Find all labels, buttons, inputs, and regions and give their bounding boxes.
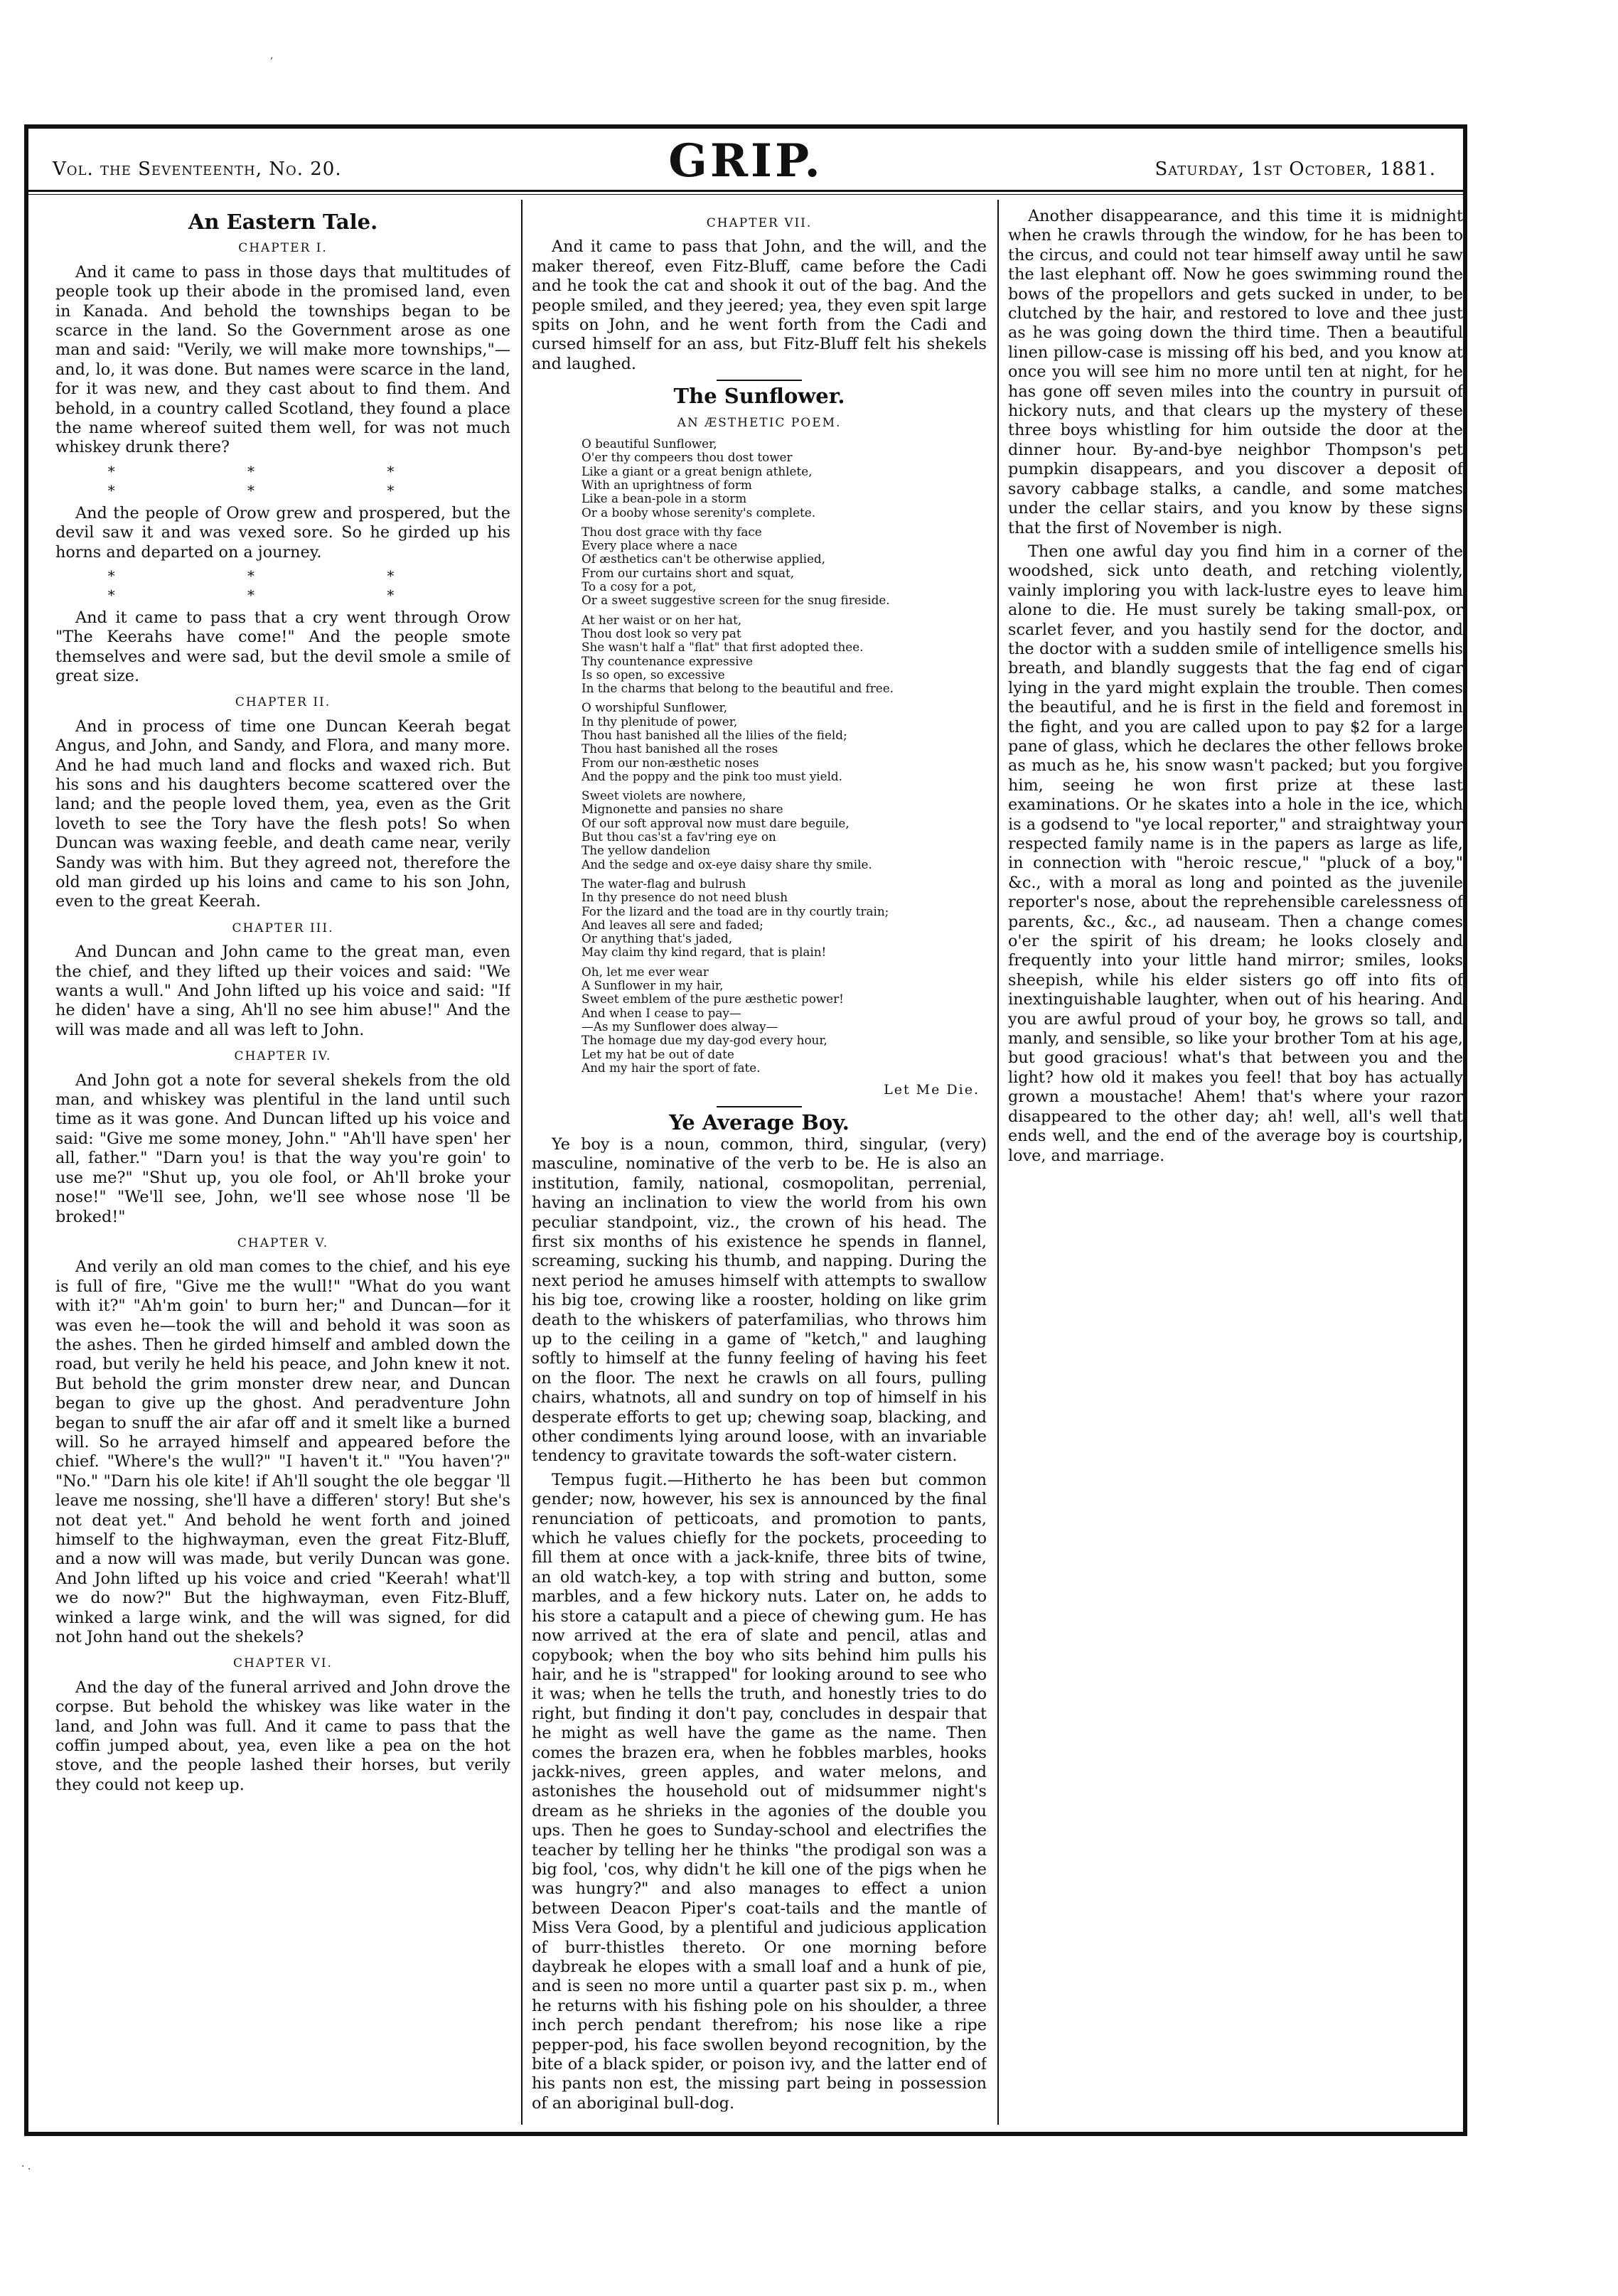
section-stars: * * * * * * (107, 462, 459, 500)
article-title-eastern-tale: An Eastern Tale. (188, 210, 378, 234)
column-2 (532, 207, 987, 2112)
paragraph: And verily an old man comes to the chief, and his eye is full of fire, "Give me the wull!" "What do you want with it?" "Ah'm goin' to burn her;" and Duncan—for it was even he—took the will and behold it was soon as the ashes. Then he girded himself and ambled down the road, but verily he held his peace, and John knew it not. But behold the grim monster drew near, and Duncan began to give up the ghost. And peradventure John began to snuff the air afar off and it smelt like a burned will. So he arrayed himself and appeared before the chief. "Where's the wull?" "I haven't it." "You haven'?" "No." "Darn his ole kite! if Ah'll sought the ole beggar 'll leave me nossing, she'll have a differen' story! But she's not deat yet." And behold he went forth and joined himself to the highwayman, even the great Fitz-Bluff, and a now will was made, but verily Duncan was gone. And John lifted up his voice and cried "Keerah! what'll we do now?" But the highwayman, even Fitz-Bluff, winked a large wink, and the will was signed, for did not John hand out the shekels? (55, 1257, 510, 1647)
masthead (28, 129, 1463, 186)
column-divider-2 (997, 200, 999, 2125)
paragraph: And the people of Orow grew and prospered, but the devil saw it and was vexed sore. So he girded up his horns and departed on a journey. (55, 503, 510, 562)
chapter-heading: CHAPTER VI. (233, 1656, 333, 1671)
chapter-heading: CHAPTER IV. (234, 1049, 332, 1064)
page-speck-bottom: · . (21, 2161, 31, 2172)
section-rule (717, 380, 802, 381)
paragraph: And John got a note for several shekels from the old man, and whiskey was plentiful in the land until such time as it was gone. And Duncan lifted up his voice and said: "Give me some money, John." "Ah'll have spen' her all, father." "Darn you! is that the way you're goin' to use me?" "Shut up, you ole fool, or Ah'll broke your nose!" "We'll see, John, we'll see whose nose 'll be broked!" (55, 1071, 510, 1226)
chapter-heading: CHAPTER III. (232, 921, 334, 935)
column-1 (55, 207, 510, 2112)
chapter-heading: CHAPTER V. (237, 1235, 329, 1250)
poem-body (532, 437, 987, 1075)
paragraph: Ye boy is a noun, common, third, singular, (very) masculine, nominative of the verb to be. He is also an institution, family, national, cosmopolitan, perrenial, having an inclination to view the world from his own peculiar standpoint, viz., the crown of his head. The first six months of his existence he spends in flannel, screaming, sucking his thumb, and napping. During the next period he amuses himself with attempts to swallow his big toe, crowing like a rooster, holding on like grim death to the whiskers of paterfamilias, who throws him up to the ceiling in a game of "ketch," and laughing softly to himself at the funny feeling of having his feet on the floor. The next he crawls on all fours, pulling chairs, whatnots, all and sundry on top of himself in his desperate efforts to get up; chewing soap, blacking, and other condiments lying around loose, with an invariable tendency to gravitate towards the soft-water cistern. (532, 1134, 987, 1466)
paragraph: And in process of time one Duncan Keerah begat Angus, and John, and Sandy, and Flora, and many more. And he had much land and flocks and waxed rich. But his sons and his daughters become scattered over the land; and the people loved them, yea, even as the Grit loveth to see the Tory have the flesh pots! So when Duncan was waxing feeble, and death came near, verily Sandy was with him. But they agreed not, therefore the old man girded up his loins and came to his son John, even to the great Keerah. (55, 717, 510, 911)
section-stars: * * * * * * (107, 567, 459, 604)
paragraph: Tempus fugit.—Hitherto he has been but common gender; now, however, his sex is announced by the final renunciation of petticoats, and promotion to pants, which he values chiefly for the pockets, proceeding to fill them at once with a jack-knife, three bits of twine, an old watch-key, a top with string and button, some marbles, and a few hickory nuts. Later on, he adds to his store a catapult and a piece of chewing gum. He has now arrived at the era of slate and pencil, atlas and copybook; when the boy who sits behind him pulls his hair, and he is "strapped" for looking around to see who it was; when he tells the truth, and honestly tries to do right, but finding it don't pay, concludes in despair that he might as well have the game as the name. Then comes the brazen era, when he fobbles marbles, hooks jackk-nives, green apples, and water melons, and astonishes the household out of midsummer night's dream as he shrieks in the agonies of the double you ups. Then he goes to Sunday-school and electrifies the teacher by telling her he thinks "the prodigal son was a big fool, 'cos, why didn't he kill one of the pigs when he was hungry?" and also manages to effect a union between Deacon Piper's coat-tails and the mantle of Miss Vera Good, by a plentiful and judicious application of burr-thistles thereto. Or one morning before daybreak he elopes with a small loaf and a hunk of pie, and is seen no more until a quarter past six p. m., when he returns with his fishing pole on his shoulder, a three inch perch pendant therefrom; his nose like a ripe pepper-pod, his face swollen beyond recognition, by the bite of a black spider, or poison ivy, and the latter end of his pants non est, the missing part being in possession of an aboriginal bull-dog. (532, 1470, 987, 2112)
poem-signature: Let Me Die. (884, 1082, 980, 1098)
poem-stanza: At her waist or on her hat, Thou dost look so very pat She wasn't half a "flat" that first adopted thee. Thy countenance expressive Is so open, so excessive In the charms that belong to the beautiful and free. (582, 612, 894, 696)
paragraph: Another disappearance, and this time it is midnight when he crawls through the window, for he has been to the circus, and could not tear himself away until he saw the last elephant off. Now he goes swimming round the bows of the propellors and gets sucked in under, to be clutched by the hair, and restored to love and thee just as he was going down the third time. Then a beautiful linen pillow-case is missing off his bed, and you know at once you will see him no more until ten at night, for he has gone off seven miles into the country in pursuit of hickory nuts, and that clears up the mystery of these three boys whistling for him outside the door at the dinner hour. By-and-bye neighbor Thompson's pet pumpkin disappears, and you discover a deposit of savory cabbage stalks, a candle, and some matches under the cellar stairs, and you know by these signs that the first of November is nigh. (1008, 207, 1463, 537)
paragraph: Then one awful day you find him in a corner of the woodshed, sick unto death, and retching violently, vainly imploring you with lack-lustre eyes to leave him alone to die. He must surely be taking small-pox, or scarlet fever, and you hastily send for the doctor, and the doctor with a sudden smile of intelligence smells his breath, and blandly suggests that the fag end of cigar lying in the yard might explain the trouble. Then comes the beautiful, and he is first in the field and foremost in the fight, and you are called upon to pay $2 for a large pane of glass, which he declares the other fellows broke as much as he, his snow wasn't packed; but you forgive him, seeing he won first prize at these last examinations. Or he skates into a hole in the ice, which is a godsend to "ye local reporter," and straightway your respected family name is in the papers as large as life, in connection with "heroic rescue," "pluck of a boy," &c., with a moral as long and pointed as the juvenile reporter's nose, about the reprehensible carelessness of parents, &c., &c., ad nauseam. Then a change comes o'er the spirit of his dream; he looks closely and frequently into your little hand mirror; smiles, looks sheepish, while his elder sisters go off into fits of inextinguishable laughter, when out of his hearing. And you are awful proud of your boy, he grows so tall, and manly, and sensible, so like your brother Tom at his age, but good gracious! what's that between you and the light? how old it makes you feel! that boy has actually grown a moustache! Ahem! that's where your razor disappeared to the other day; ah! well, all's well that ends well, and the end of the average boy is courtship, love, and marriage. (1008, 542, 1463, 1165)
issue-date: Saturday, 1st October, 1881. (1154, 159, 1436, 180)
volume-number: Vol. the Seventeenth, No. 20. (53, 159, 342, 180)
page-speck-top: , (270, 50, 274, 61)
chapter-heading: CHAPTER II. (235, 695, 331, 710)
paragraph: And it came to pass that John, and the will, and the maker thereof, even Fitz-Bluff, came before the Cadi and he took the cat and shook it out of the bag. And the people smiled, and they jeered; yea, they even spit large spits on John, and he went forth from the Cadi and cursed himself for an ass, but Fitz-Bluff felt his shekels and laughed. (532, 237, 987, 373)
paragraph: And it came to pass in those days that multitudes of people took up their abode in the promised land, even in Kanada. And behold the townships began to be scarce in the land. So the Government arose as one man and said: "Verily, we will make more townships,"—and, lo, it was done. But names were scarce in the land, for it was new, and they cast about to find them. And behold, in a country called Scotland, they found a place the name whereof suited them well, for was not much whiskey drunk there? (55, 262, 510, 457)
column-divider-1 (521, 200, 523, 2125)
chapter-heading: CHAPTER VII. (706, 216, 813, 230)
newspaper-page (24, 124, 1467, 2136)
poem-subtitle: AN ÆSTHETIC POEM. (677, 415, 842, 430)
poem-stanza: Oh, let me ever wear A Sunflower in my hair, Sweet emblem of the pure æsthetic power! And when I cease to pay— —As my Sunflower does alway— The homage due my day-god every hour, Let my hat be out of date And my hair the sport of fate. (582, 964, 844, 1075)
poem-stanza: Sweet violets are nowhere, Mignonette and pansies no share Of our soft approval now must dare beguile, But thou cas'st a fav'ring eye on The yellow dandelion And the sedge and ox-eye daisy share thy smile. (582, 788, 872, 871)
paragraph: And Duncan and John came to the great man, even the chief, and they lifted up their voices and said: "We wants a wull." And John lifted up his voice and said: "If he diden' have a sing, Ah'll no see him abuse!" And the will was made and all was left to John. (55, 943, 510, 1039)
paragraph: And it came to pass that a cry went through Orow "The Keerahs have come!" And the people smote themselves and were sad, but the devil smole a smile of great size. (55, 608, 510, 685)
poem-stanza: O beautiful Sunflower, O'er thy compeers thou dost tower Like a giant or a great benign athlete, With an uprightness of form Like a bean-pole in a storm Or a booby whose serenity's complete. (582, 436, 816, 520)
paragraph: And the day of the funeral arrived and John drove the corpse. But behold the whiskey was like water in the land, and John was full. And it came to pass that the coffin jumped about, yea, even like a pea on the hot stove, and the people lashed their horses, but verily they could not keep up. (55, 1678, 510, 1794)
newspaper-title: GRIP. (668, 134, 823, 188)
section-rule (717, 1106, 802, 1107)
poem-stanza: O worshipful Sunflower, In thy plenitude of power, Thou hast banished all the lilies of the field; Thou hast banished all the roses From our non-æsthetic noses And the poppy and the pink too must yield. (582, 700, 847, 783)
poem-stanza: Thou dost grace with thy face Every place where a nace Of æsthetics can't be otherwise applied, From our curtains short and squat, To a cosy for a pot, Or a sweet suggestive screen for the snug fireside. (582, 524, 890, 608)
masthead-rule (28, 190, 1463, 192)
article-title-average-boy: Ye Average Boy. (669, 1110, 850, 1134)
poem-stanza: The water-flag and bulrush In thy presence do not need blush For the lizard and the toad are in thy courtly train; And leaves all sere and faded; Or anything that's jaded, May claim thy kind regard, that is plain! (582, 876, 889, 960)
chapter-heading: CHAPTER I. (238, 241, 328, 256)
article-title-sunflower: The Sunflower. (673, 384, 845, 409)
column-3 (1008, 207, 1463, 2112)
masthead-rule-thin (28, 194, 1463, 195)
